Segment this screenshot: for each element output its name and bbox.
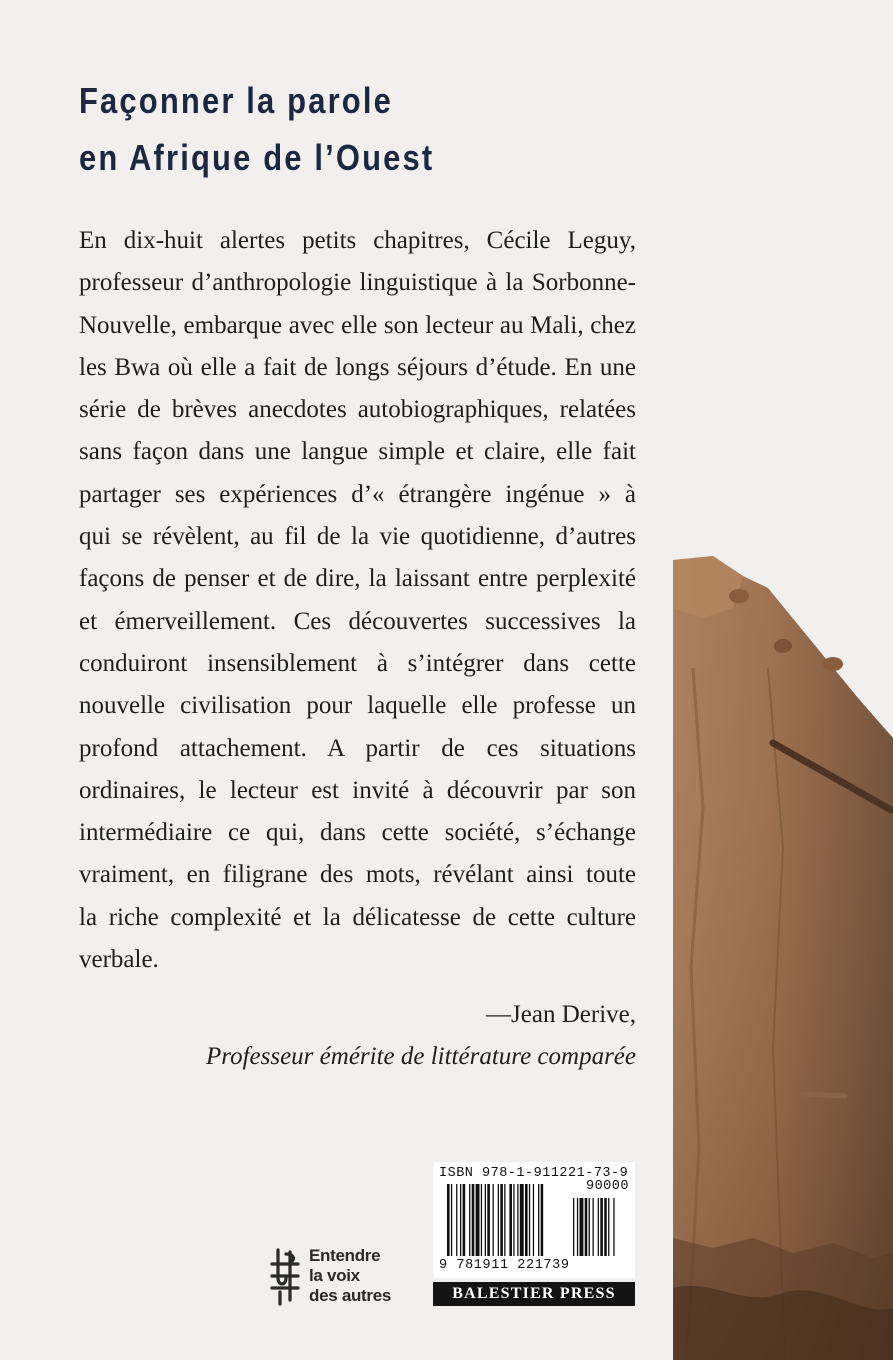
blurb-line: qui se révèlent, au fil de la vie quotidienne, d’autres xyxy=(79,523,636,551)
ean-digits: 9 781911 221739 xyxy=(439,1258,570,1273)
series-logo xyxy=(268,1248,408,1308)
blurb-line: série de brèves anecdotes autobiographiques, relatées xyxy=(79,396,636,424)
blurb-line: façons de penser et de dire, la laissant entre perplexité xyxy=(79,565,636,593)
series-logo-line: la voix xyxy=(309,1266,360,1285)
blurb-line: Nouvelle, embarque avec elle son lecteur au Mali, chez xyxy=(79,311,636,339)
blurb-line: profond attachement. A partir de ces situations xyxy=(79,734,636,762)
series-logo-icon xyxy=(268,1248,302,1306)
isbn-barcode xyxy=(433,1162,635,1278)
blurb-line: partager ses expériences d’« étrangère ingénue » à xyxy=(79,480,636,508)
blurb-line: professeur d’anthropologie linguistique à la Sorbonne- xyxy=(79,269,636,297)
blurb-line: conduiront insensiblement à s’intégrer dans cette xyxy=(79,649,636,677)
attribution-role: Professeur émérite de littérature comparée xyxy=(206,1043,636,1070)
publisher-name: BALESTIER PRESS xyxy=(433,1282,635,1306)
blurb-line: intermédiaire ce qui, dans cette société, s’échange xyxy=(79,819,636,847)
blurb-line: vraiment, en filigrane des mots, révélant ainsi toute xyxy=(79,861,636,889)
blurb-line: la riche complexité et la délicatesse de cette culture xyxy=(79,903,636,931)
blurb-line: sans façon dans une langue simple et claire, elle fait xyxy=(79,438,636,466)
blurb-line: verbale. xyxy=(79,946,159,974)
blurb-line: En dix-huit alertes petits chapitres, Cécile Leguy, xyxy=(79,227,636,254)
attribution-author: —Jean Derive, xyxy=(486,1001,636,1028)
blurb-line: les Bwa où elle a fait de longs séjours d’étude. En une xyxy=(79,353,636,381)
title-line-2: en Afrique de l’Ouest xyxy=(79,137,435,178)
isbn-label: ISBN 978-1-911221-73-9 xyxy=(439,1166,629,1181)
series-logo-line: des autres xyxy=(309,1286,392,1305)
price-code: 90000 xyxy=(585,1179,629,1194)
back-cover-blurb xyxy=(79,220,636,981)
book-title xyxy=(79,72,434,186)
series-logo-text xyxy=(309,1246,391,1306)
attribution xyxy=(206,994,636,1078)
title-line-1: Façonner la parole xyxy=(79,80,393,121)
series-logo-line: Entendre xyxy=(309,1246,381,1265)
blurb-line: ordinaires, le lecteur est invité à découvrir par son xyxy=(79,776,636,804)
mud-wall-photo xyxy=(673,548,893,1360)
blurb-line: nouvelle civilisation pour laquelle elle professe un xyxy=(79,692,636,720)
blurb-line: et émerveillement. Ces découvertes successives la xyxy=(79,607,636,635)
